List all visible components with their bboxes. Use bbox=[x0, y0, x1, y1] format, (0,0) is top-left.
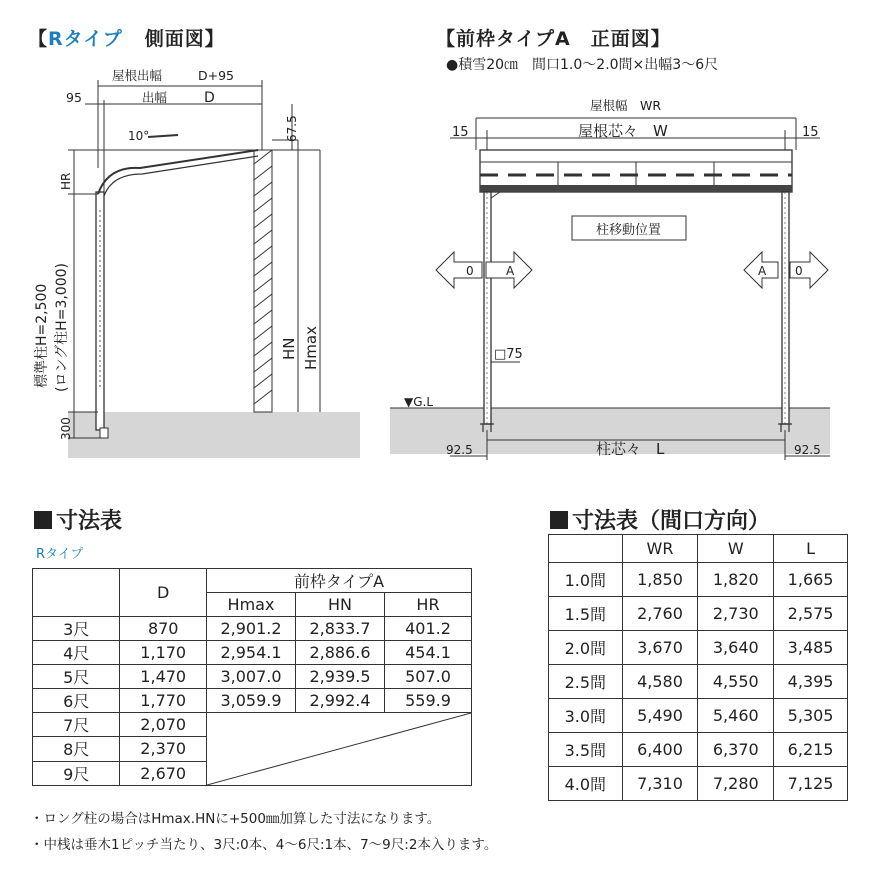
table-row: 7尺 2,070 bbox=[33, 713, 472, 737]
table1-title bbox=[34, 504, 122, 535]
type-label: Rタイプ bbox=[48, 28, 123, 50]
angle-label: 10° bbox=[128, 129, 150, 143]
arrow-zero-left: 0 bbox=[466, 264, 474, 278]
arrow-a-right: A bbox=[758, 264, 767, 278]
post-right bbox=[782, 192, 789, 424]
table-row: 4尺 1,170 2,954.1 2,886.6 454.1 bbox=[33, 641, 472, 665]
table-row: 3.0間 5,490 5,460 5,305 bbox=[549, 699, 848, 733]
side-view-title bbox=[28, 24, 225, 51]
post-move-label: 柱移動位置 bbox=[596, 223, 662, 238]
table-row: 1.0間 1,850 1,820 1,665 bbox=[549, 563, 848, 597]
table-row: 3尺 870 2,901.2 2,833.7 401.2 bbox=[33, 617, 472, 641]
hr-label: HR bbox=[59, 172, 73, 190]
arrow-zero-right: 0 bbox=[795, 264, 803, 278]
gl-label: ▼G.L bbox=[404, 395, 434, 409]
col-hn: HN bbox=[295, 593, 384, 617]
col-wr: WR bbox=[622, 535, 698, 563]
table-row: 6尺 1,770 3,059.9 2,992.4 559.9 bbox=[33, 689, 472, 713]
front-view-diagram bbox=[390, 90, 870, 470]
table1-subtitle: Rタイプ bbox=[36, 547, 84, 562]
table1-title-text: 寸法表 bbox=[56, 509, 123, 534]
col-l: L bbox=[774, 535, 848, 563]
edge-15-right: 15 bbox=[802, 125, 819, 140]
hmax-label: Hmax bbox=[302, 326, 320, 370]
post-std-label: 標準柱H=2,500 bbox=[34, 283, 50, 388]
roof-core-label: 屋根芯々 W bbox=[578, 122, 668, 140]
view-label: 側面図】 bbox=[144, 28, 225, 50]
table-row: 4.0間 7,310 7,280 7,125 bbox=[549, 767, 848, 801]
side-view-diagram bbox=[0, 60, 380, 470]
edge-15-left: 15 bbox=[452, 125, 469, 140]
depth-300: 300 bbox=[59, 417, 73, 440]
table-row: 9尺 2,670 bbox=[33, 761, 472, 785]
col-hr: HR bbox=[384, 593, 471, 617]
hn-label: HN bbox=[280, 337, 298, 360]
post-core-label: 柱芯々 L bbox=[596, 440, 665, 458]
na-diagonal bbox=[207, 713, 471, 785]
width-table bbox=[548, 534, 848, 801]
edge-92-right: 92.5 bbox=[794, 443, 821, 457]
width-value: D bbox=[204, 90, 215, 106]
note-long-post: ・ロング柱の場合はHmax.HNに+500㎜加算した寸法になります。 bbox=[30, 811, 441, 827]
front-view-title: 【前枠タイプA 正面図】 bbox=[436, 28, 671, 50]
col-d: D bbox=[120, 569, 207, 617]
table-row: 2.5間 4,580 4,550 4,395 bbox=[549, 665, 848, 699]
roof-overhang-value: D+95 bbox=[198, 68, 235, 83]
table-row: 8尺 2,370 bbox=[33, 737, 472, 761]
roof-width-label: 屋根幅 WR bbox=[590, 98, 662, 113]
corner-cell bbox=[549, 535, 623, 563]
post-size-label: □75 bbox=[494, 347, 523, 362]
post-left bbox=[484, 192, 491, 424]
col-hmax: Hmax bbox=[206, 593, 295, 617]
na-cell bbox=[206, 713, 471, 786]
wall-hatch bbox=[254, 150, 272, 412]
table-row: 3.5間 6,400 6,370 6,215 bbox=[549, 733, 848, 767]
width-label: 出幅 bbox=[142, 90, 168, 105]
table2-title-text: 寸法表（間口方向） bbox=[572, 509, 771, 534]
ground bbox=[68, 412, 360, 458]
col-group: 前枠タイプA bbox=[206, 569, 471, 593]
offset-95: 95 bbox=[66, 90, 82, 105]
table-row: 5尺 1,470 3,007.0 2,939.5 507.0 bbox=[33, 665, 472, 689]
front-roof bbox=[480, 150, 792, 192]
table2-title bbox=[550, 504, 770, 535]
roof-overhang-label: 屋根出幅 bbox=[112, 68, 163, 83]
note-middle-bar: ・中桟は垂木1ピッチ当たり、3尺:0本、4〜6尺:1本、7〜9尺:2本入ります。 bbox=[30, 837, 498, 853]
dimension-table bbox=[32, 568, 472, 786]
snow-spec: ●積雪20㎝ 間口1.0〜2.0間×出幅3〜6尺 bbox=[446, 57, 719, 73]
dim-67-5: 67.5 bbox=[285, 115, 299, 142]
title-bracket: 【 bbox=[28, 28, 49, 50]
post-long-label: (ロング柱H=3,000) bbox=[54, 263, 70, 392]
post-move-arrows bbox=[436, 252, 828, 288]
roof-curve bbox=[98, 150, 258, 194]
corner-cell bbox=[33, 569, 120, 617]
col-w: W bbox=[698, 535, 774, 563]
table-row: 2.0間 3,670 3,640 3,485 bbox=[549, 631, 848, 665]
arrow-a-left: A bbox=[506, 264, 515, 278]
table-row: 1.5間 2,760 2,730 2,575 bbox=[549, 597, 848, 631]
edge-92-left: 92.5 bbox=[446, 443, 473, 457]
